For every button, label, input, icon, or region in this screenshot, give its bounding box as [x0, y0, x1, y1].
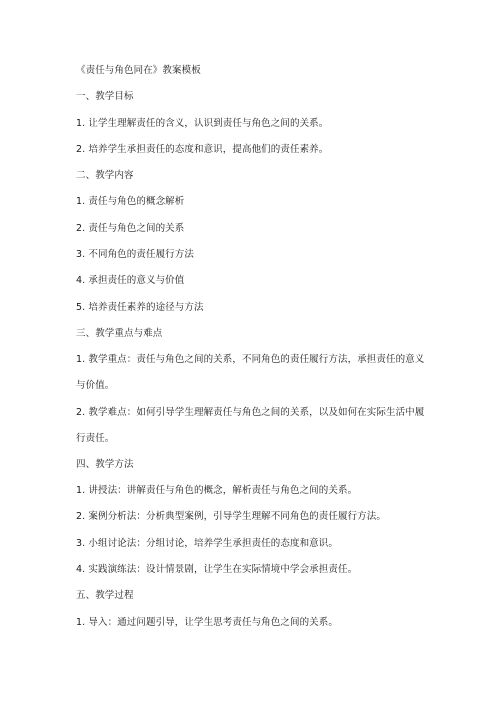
- list-item: 1. 讲授法：讲解责任与角色的概念，解析责任与角色之间的关系。: [76, 485, 358, 497]
- list-item: 5. 培养责任素养的途径与方法: [76, 301, 204, 313]
- section-heading: 五、教学过程: [76, 590, 134, 602]
- list-item: 1. 让学生理解责任的含义，认识到责任与角色之间的关系。: [76, 117, 329, 129]
- list-item: 3. 不同角色的责任履行方法: [76, 249, 194, 261]
- section-heading: 二、教学内容: [76, 170, 134, 182]
- list-item: 1. 责任与角色的概念解析: [76, 196, 185, 208]
- list-item: 2. 责任与角色之间的关系: [76, 222, 185, 234]
- section-heading: 三、教学重点与难点: [76, 327, 163, 339]
- list-item: 2. 培养学生承担责任的态度和意识，提高他们的责任素养。: [76, 143, 329, 155]
- document-title: 《责任与角色同在》教案模板: [76, 65, 201, 76]
- list-item: 3. 小组讨论法：分组讨论，培养学生承担责任的态度和意识。: [76, 537, 338, 549]
- document-body: [76, 64, 428, 642]
- list-item: 2. 教学难点：如何引导学生理解责任与角色之间的关系，以及如何在实际生活中履行责任。: [76, 406, 425, 444]
- list-item: 1. 教学重点：责任与角色之间的关系，不同角色的责任履行方法，承担责任的意义与价值。: [76, 354, 425, 392]
- section-heading: 四、教学方法: [76, 458, 134, 470]
- list-item: 2. 案例分析法：分析典型案例，引导学生理解不同角色的责任履行方法。: [76, 511, 386, 523]
- list-item: 1. 导入：通过问题引导，让学生思考责任与角色之间的关系。: [76, 616, 338, 628]
- list-item: 4. 实践演练法：设计情景剧，让学生在实际情境中学会承担责任。: [76, 564, 358, 576]
- list-item: 4. 承担责任的意义与价值: [76, 275, 185, 287]
- section-heading: 一、教学目标: [76, 91, 134, 103]
